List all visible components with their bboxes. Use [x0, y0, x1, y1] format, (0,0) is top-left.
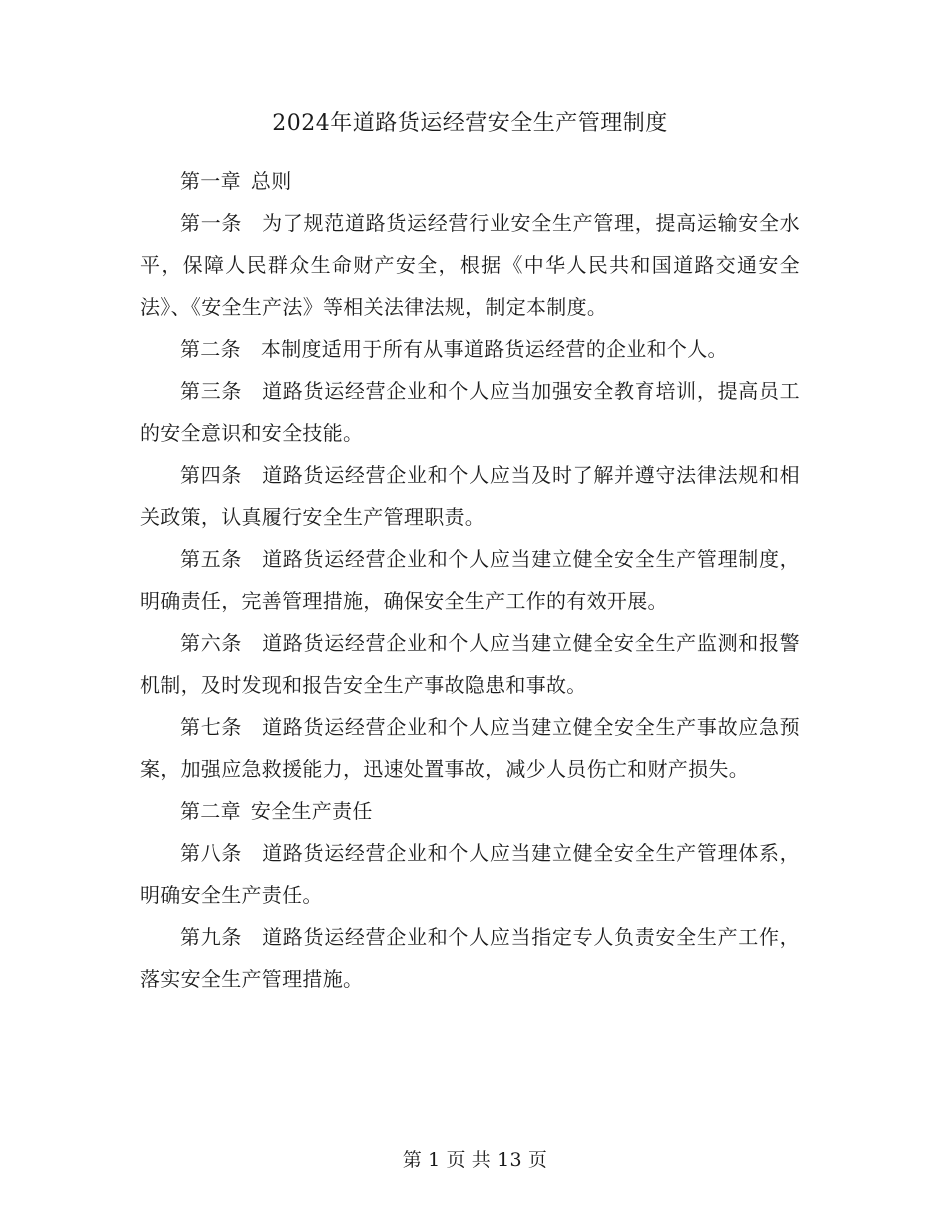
- chapter-heading: [140, 160, 800, 202]
- article-paragraph: [140, 706, 800, 790]
- chapter-number: 第二章: [180, 799, 241, 823]
- article-paragraph: [140, 202, 800, 328]
- article-paragraph: [140, 832, 800, 916]
- article-paragraph: [140, 328, 800, 370]
- article-number: 第二条: [180, 337, 241, 361]
- article-paragraph: [140, 454, 800, 538]
- page-total: 13: [497, 1149, 522, 1171]
- article-number: 第九条: [180, 925, 243, 949]
- chapter-title: 总则: [250, 169, 292, 193]
- article-text: 道路货运经营企业和个人应当建立健全安全生产管理制度，明确责任，完善管理措施，确保安全生产工作的有效开展。: [140, 547, 800, 613]
- page-footer: [0, 1146, 950, 1174]
- article-number: 第八条: [180, 841, 243, 865]
- article-text: 本制度适用于所有从事道路货运经营的企业和个人。: [260, 337, 728, 361]
- total-label-suffix: 页: [527, 1149, 548, 1171]
- article-paragraph: [140, 622, 800, 706]
- article-text: 道路货运经营企业和个人应当建立健全安全生产事故应急预案，加强应急救援能力，迅速处置事故，减少人员伤亡和财产损失。: [140, 715, 800, 781]
- document-body: [140, 104, 800, 1000]
- article-text: 道路货运经营企业和个人应当建立健全安全生产监测和报警机制，及时发现和报告安全生产事故隐患和事故。: [140, 631, 800, 697]
- page-label-mid: 页: [446, 1149, 466, 1171]
- article-text: 道路货运经营企业和个人应当及时了解并遵守法律法规和相关政策，认真履行安全生产管理职责。: [140, 463, 800, 529]
- article-text: 道路货运经营企业和个人应当指定专人负责安全生产工作，落实安全生产管理措施。: [140, 925, 800, 991]
- chapter-number: 第一章: [180, 169, 241, 193]
- article-number: 第七条: [180, 715, 243, 739]
- article-text: 为了规范道路货运经营行业安全生产管理，提高运输安全水平，保障人民群众生命财产安全，根据《中华人民共和国道路交通安全法》、《安全生产法》等相关法律法规，制定本制度。: [140, 211, 800, 319]
- article-text: 道路货运经营企业和个人应当建立健全安全生产管理体系，明确安全生产责任。: [140, 841, 800, 907]
- page-current: 1: [428, 1149, 441, 1171]
- article-number: 第五条: [180, 547, 243, 571]
- chapter-title: 安全生产责任: [250, 799, 373, 823]
- article-paragraph: [140, 370, 800, 454]
- article-paragraph: [140, 916, 800, 1000]
- page-label-prefix: 第: [402, 1149, 423, 1171]
- article-text: 道路货运经营企业和个人应当加强安全教育培训，提高员工的安全意识和安全技能。: [140, 379, 800, 445]
- document-title: 2024年道路货运经营安全生产管理制度: [272, 111, 668, 136]
- article-number: 第六条: [180, 631, 243, 655]
- total-label-prefix: 共: [471, 1149, 492, 1171]
- article-paragraph: [140, 538, 800, 622]
- article-number: 第三条: [180, 379, 243, 403]
- article-number: 第一条: [180, 211, 243, 235]
- article-number: 第四条: [180, 463, 243, 487]
- chapter-heading: [140, 790, 800, 832]
